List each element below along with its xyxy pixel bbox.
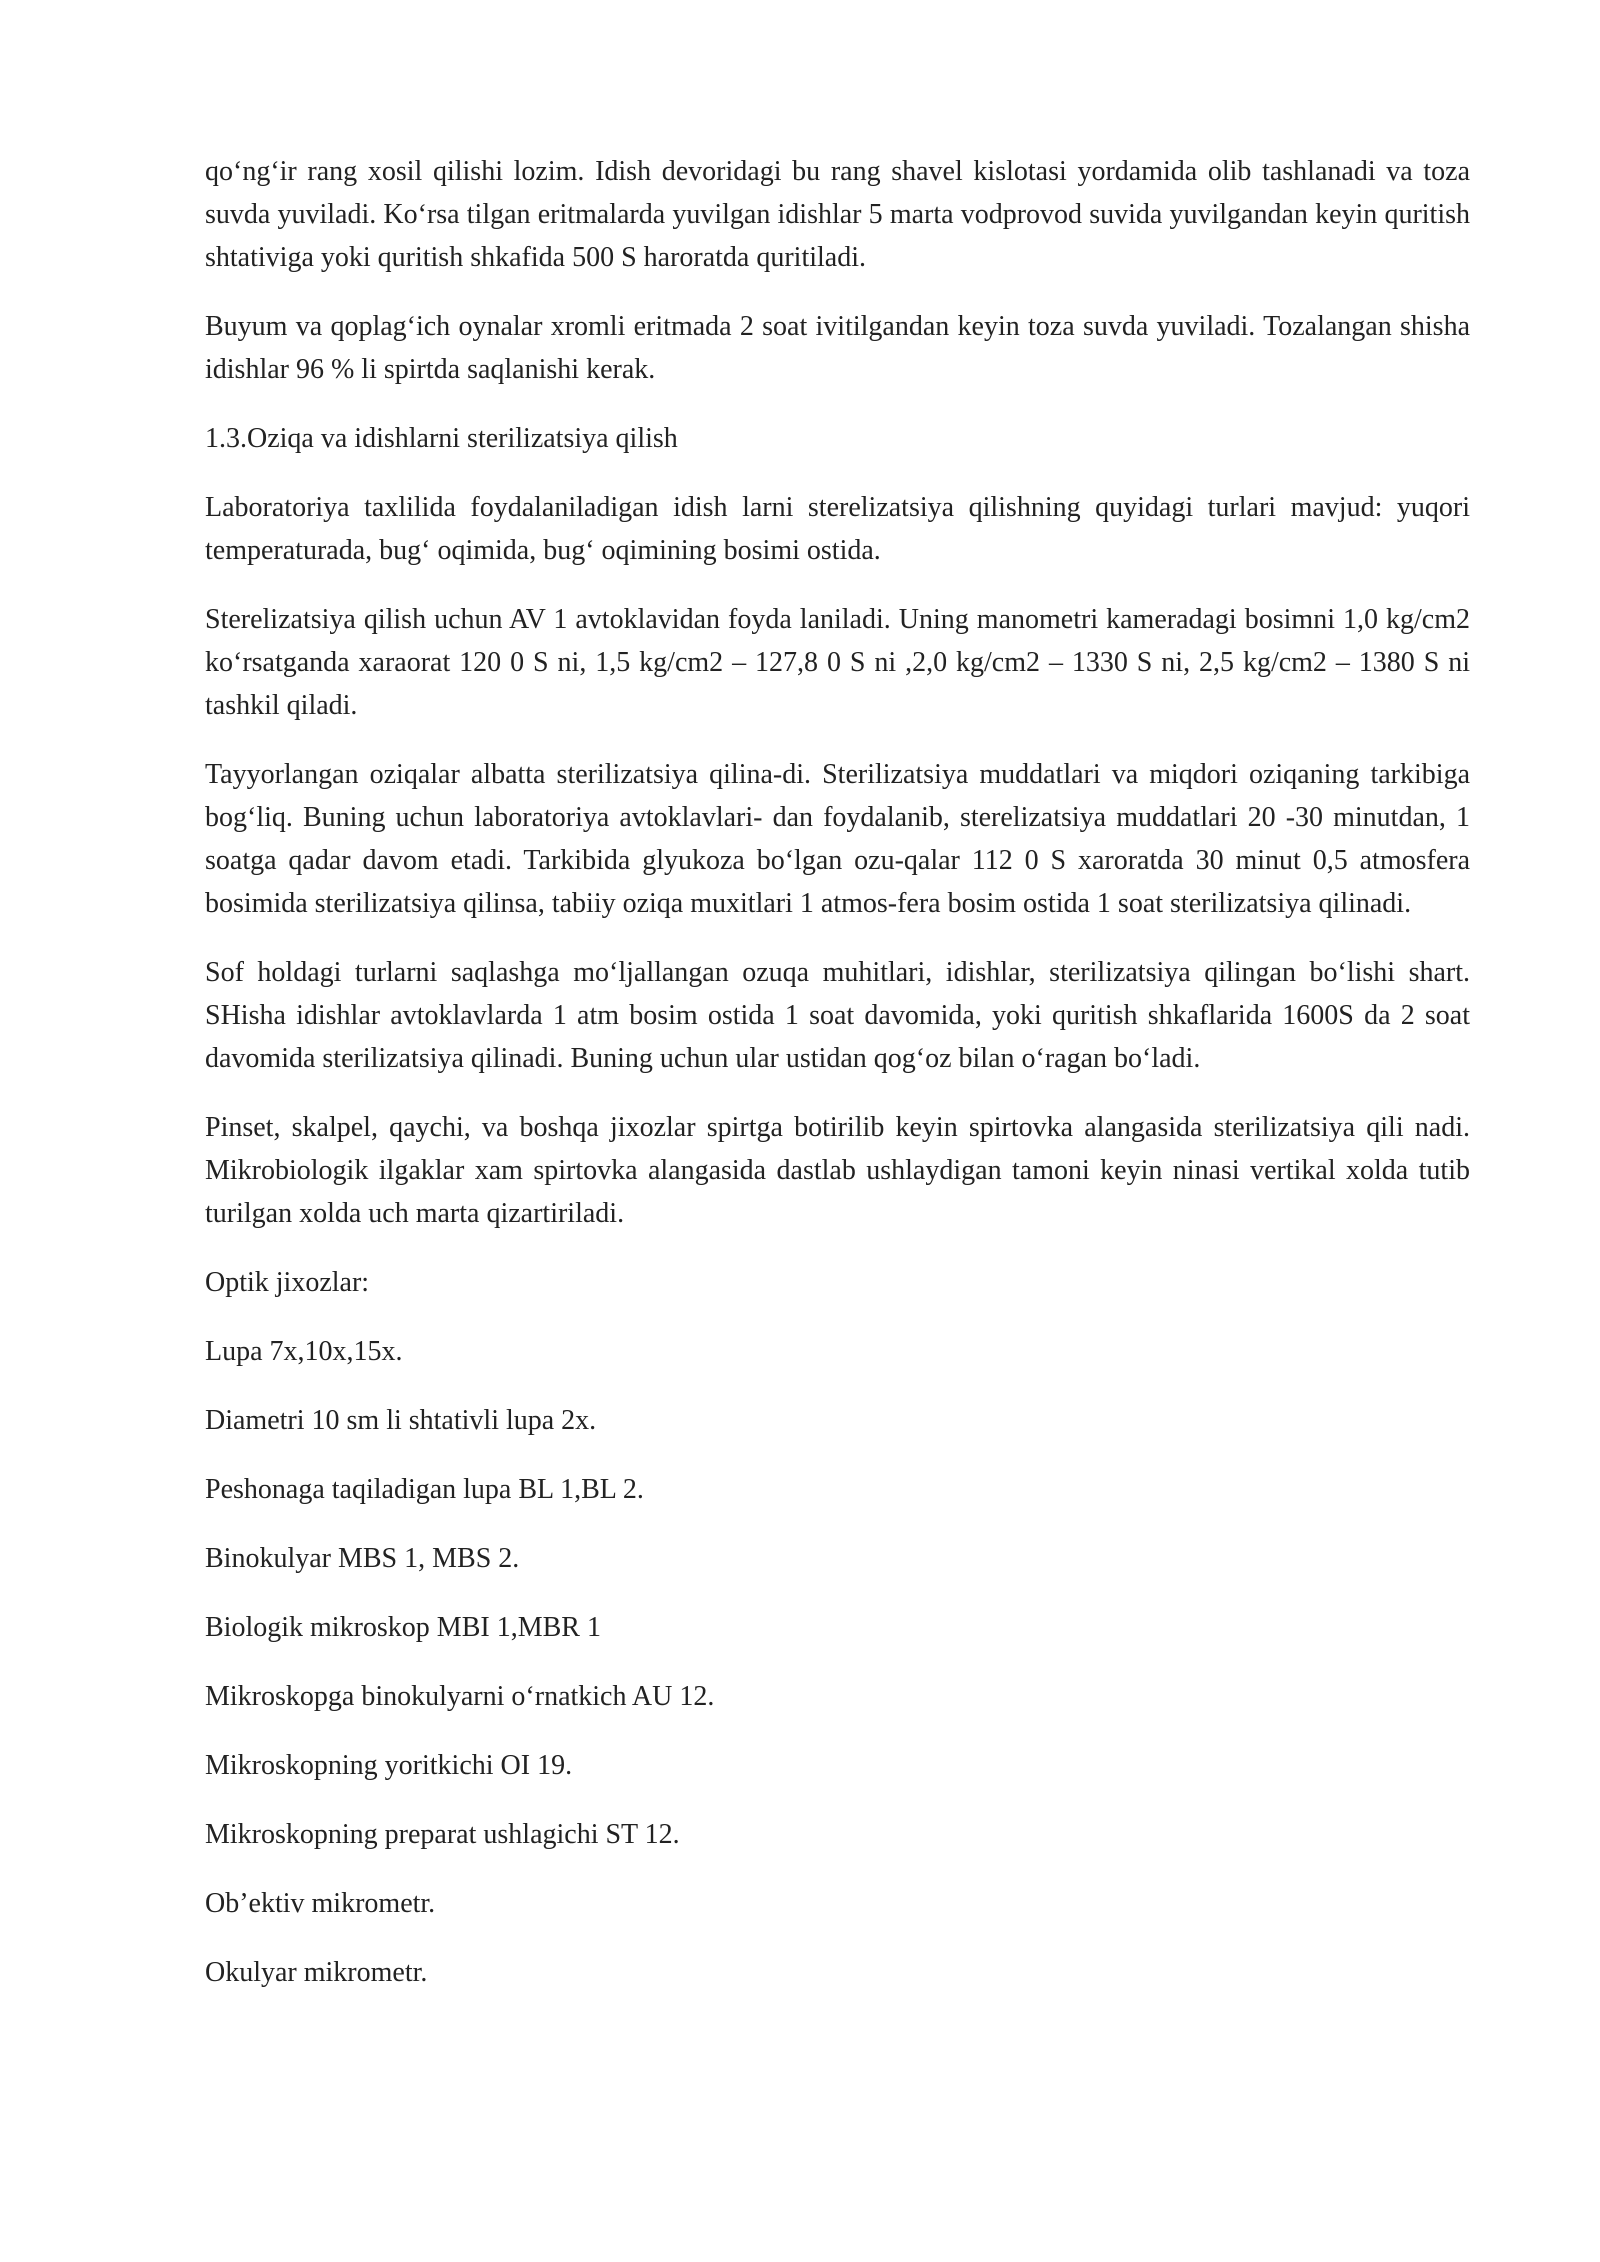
list-item: Okulyar mikrometr. <box>205 1957 428 1988</box>
list-item: Ob’ektiv mikrometr. <box>205 1888 436 1919</box>
list-item: Biologik mikroskop MBI 1,MBR 1 <box>205 1612 601 1643</box>
list-item: Mikroskopning preparat ushlagichi ST 12. <box>205 1819 680 1850</box>
paragraph-washing: qo‘ng‘ir rang xosil qilishi lozim. Idish devoridagi bu rang shavel kislotasi yordamida olib tashlanadi va toza suvda yuviladi. Ko‘rsa tilgan eritmalarda yuvilgan idishlar 5 marta vodprovod suvida yuvilgandan keyin quritish shtativiga yoki quritish shkafida 500 S haroratda quritiladi. <box>205 156 1470 273</box>
paragraph-pure-culture: Sof holdagi turlarni saqlashga mo‘ljallangan ozuqa muhitlari, idishlar, sterilizatsiya qilingan bo‘lishi shart. SHisha idishlar avtoklavlarda 1 atm bosim ostida 1 soat davomida, yoki quritish shkaflarida 1600S da 2 soat davomida sterilizatsiya qilinadi. Buning uchun ular ustidan qog‘oz bilan o‘ragan bo‘ladi. <box>205 957 1470 1074</box>
list-heading: Optik jixozlar: <box>205 1267 370 1298</box>
paragraph-instruments: Pinset, skalpel, qaychi, va boshqa jixozlar spirtga botirilib keyin spirtovka alangasida sterilizatsiya qili nadi. Mikrobiologik ilgaklar xam spirtovka alangasida dastlab ushlaydigan tamoni keyin ninasi vertikal xolda tutib turilgan xolda uch marta qizartiriladi. <box>205 1112 1470 1229</box>
list-item: Lupa 7x,10x,15x. <box>205 1336 403 1367</box>
list-item: Binokulyar MBS 1, MBS 2. <box>205 1543 520 1574</box>
paragraph-media-sterilization: Tayyorlangan oziqalar albatta sterilizatsiya qilina-di. Sterilizatsiya muddatlari va miqdori oziqaning tarkibiga bog‘liq. Buning uchun laboratoriya avtoklavlari- dan foydalanib, sterelizatsiya muddatlari 20 -30 minutdan, 1 soatga qadar davom etadi. Tarkibida glyukoza bo‘lgan ozu-qalar 112 0 S xaroratda 30 minut 0,5 atmosfera bosimida sterilizatsiya qilinsa, tabiiy oziqa muxitlari 1 atmos-fera bosim ostida 1 soat sterilizatsiya qilinadi. <box>205 759 1470 919</box>
paragraph-sterilization-types: Laboratoriya taxlilida foydalaniladigan idish larni sterelizatsiya qilishning quyidagi turlari mavjud: yuqori temperaturada, bug‘ oqimida, bug‘ oqimining bosimi ostida. <box>205 492 1470 566</box>
page-margin <box>0 0 190 2262</box>
list-item: Mikroskopga binokulyarni o‘rnatkich AU 12. <box>205 1681 715 1712</box>
paragraph-autoclave: Sterelizatsiya qilish uchun AV 1 avtoklavidan foyda laniladi. Uning manometri kameradagi bosimni 1,0 kg/cm2 ko‘rsatganda xaraorat 120 0 S ni, 1,5 kg/cm2 – 127,8 0 S ni ,2,0 kg/cm2 – 1330 S ni, 2,5 kg/cm2 – 1380 S ni tashkil qiladi. <box>205 604 1470 721</box>
list-item: Diametri 10 sm li shtativli lupa 2x. <box>205 1405 597 1436</box>
document-page <box>205 150 1470 2020</box>
paragraph-glass-storage: Buyum va qoplag‘ich oynalar xromli eritmada 2 soat ivitilgandan keyin toza suvda yuviladi. Tozalangan shisha idishlar 96 % li spirtda saqlanishi kerak. <box>205 311 1470 385</box>
section-heading: 1.3.Oziqa va idishlarni sterilizatsiya qilish <box>205 423 678 454</box>
list-item: Peshonaga taqiladigan lupa BL 1,BL 2. <box>205 1474 644 1505</box>
list-item: Mikroskopning yoritkichi OI 19. <box>205 1750 573 1781</box>
